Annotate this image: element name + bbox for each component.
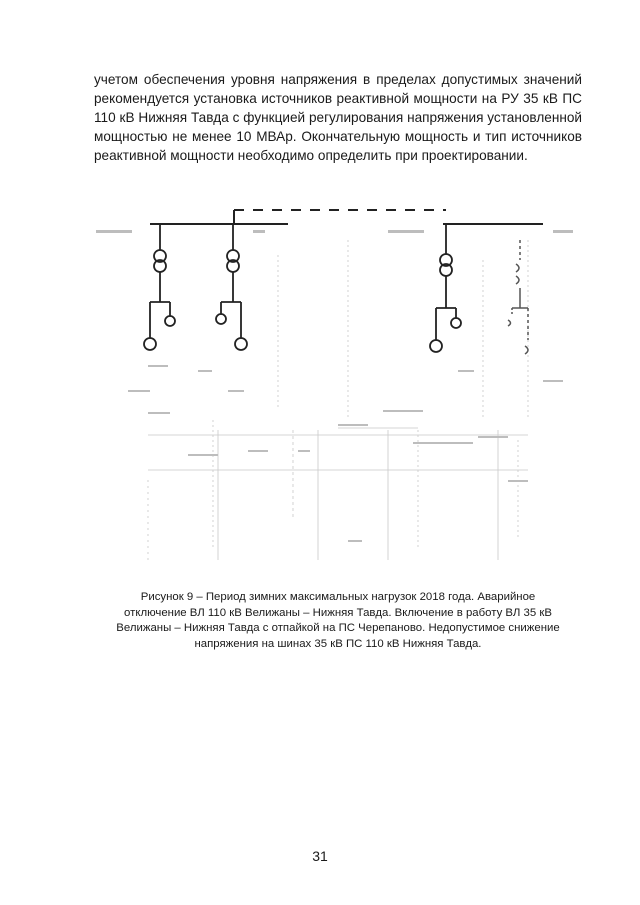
power-grid-schematic xyxy=(88,180,588,580)
figure-caption: Рисунок 9 – Период зимних максимальных нагрузок 2018 года. Аварийное отключение ВЛ 110 кВ Велижаны – Нижняя Тавда. Включение в работу ВЛ 35 кВ Велижаны – Нижняя Тавда с отпайкой на ПС Черепаново. Недопустимое снижение напряжения на шинах 35 кВ ПС 110 кВ Нижняя Тавда. xyxy=(116,591,560,650)
schematic-figure xyxy=(88,180,588,580)
feeder-1 xyxy=(144,224,175,350)
feeder-4 xyxy=(508,240,528,354)
body-paragraph: учетом обеспечения уровня напряжения в пределах допустимых значений рекомендуется установка источников реактивной мощности на РУ 35 кВ ПС 110 кВ Нижняя Тавда с функцией регулирования напряжения установленной мощностью не менее 10 МВАр. Окончательную мощность и тип источников реактивной мощности необходимо определить при проектировании. xyxy=(94,72,582,163)
faint-scan-lines xyxy=(148,240,528,560)
page-number: 31 xyxy=(312,848,328,864)
feeder-2 xyxy=(216,224,247,350)
main-bus xyxy=(150,210,543,224)
feeder-3 xyxy=(430,224,461,352)
faint-marks xyxy=(96,230,573,542)
